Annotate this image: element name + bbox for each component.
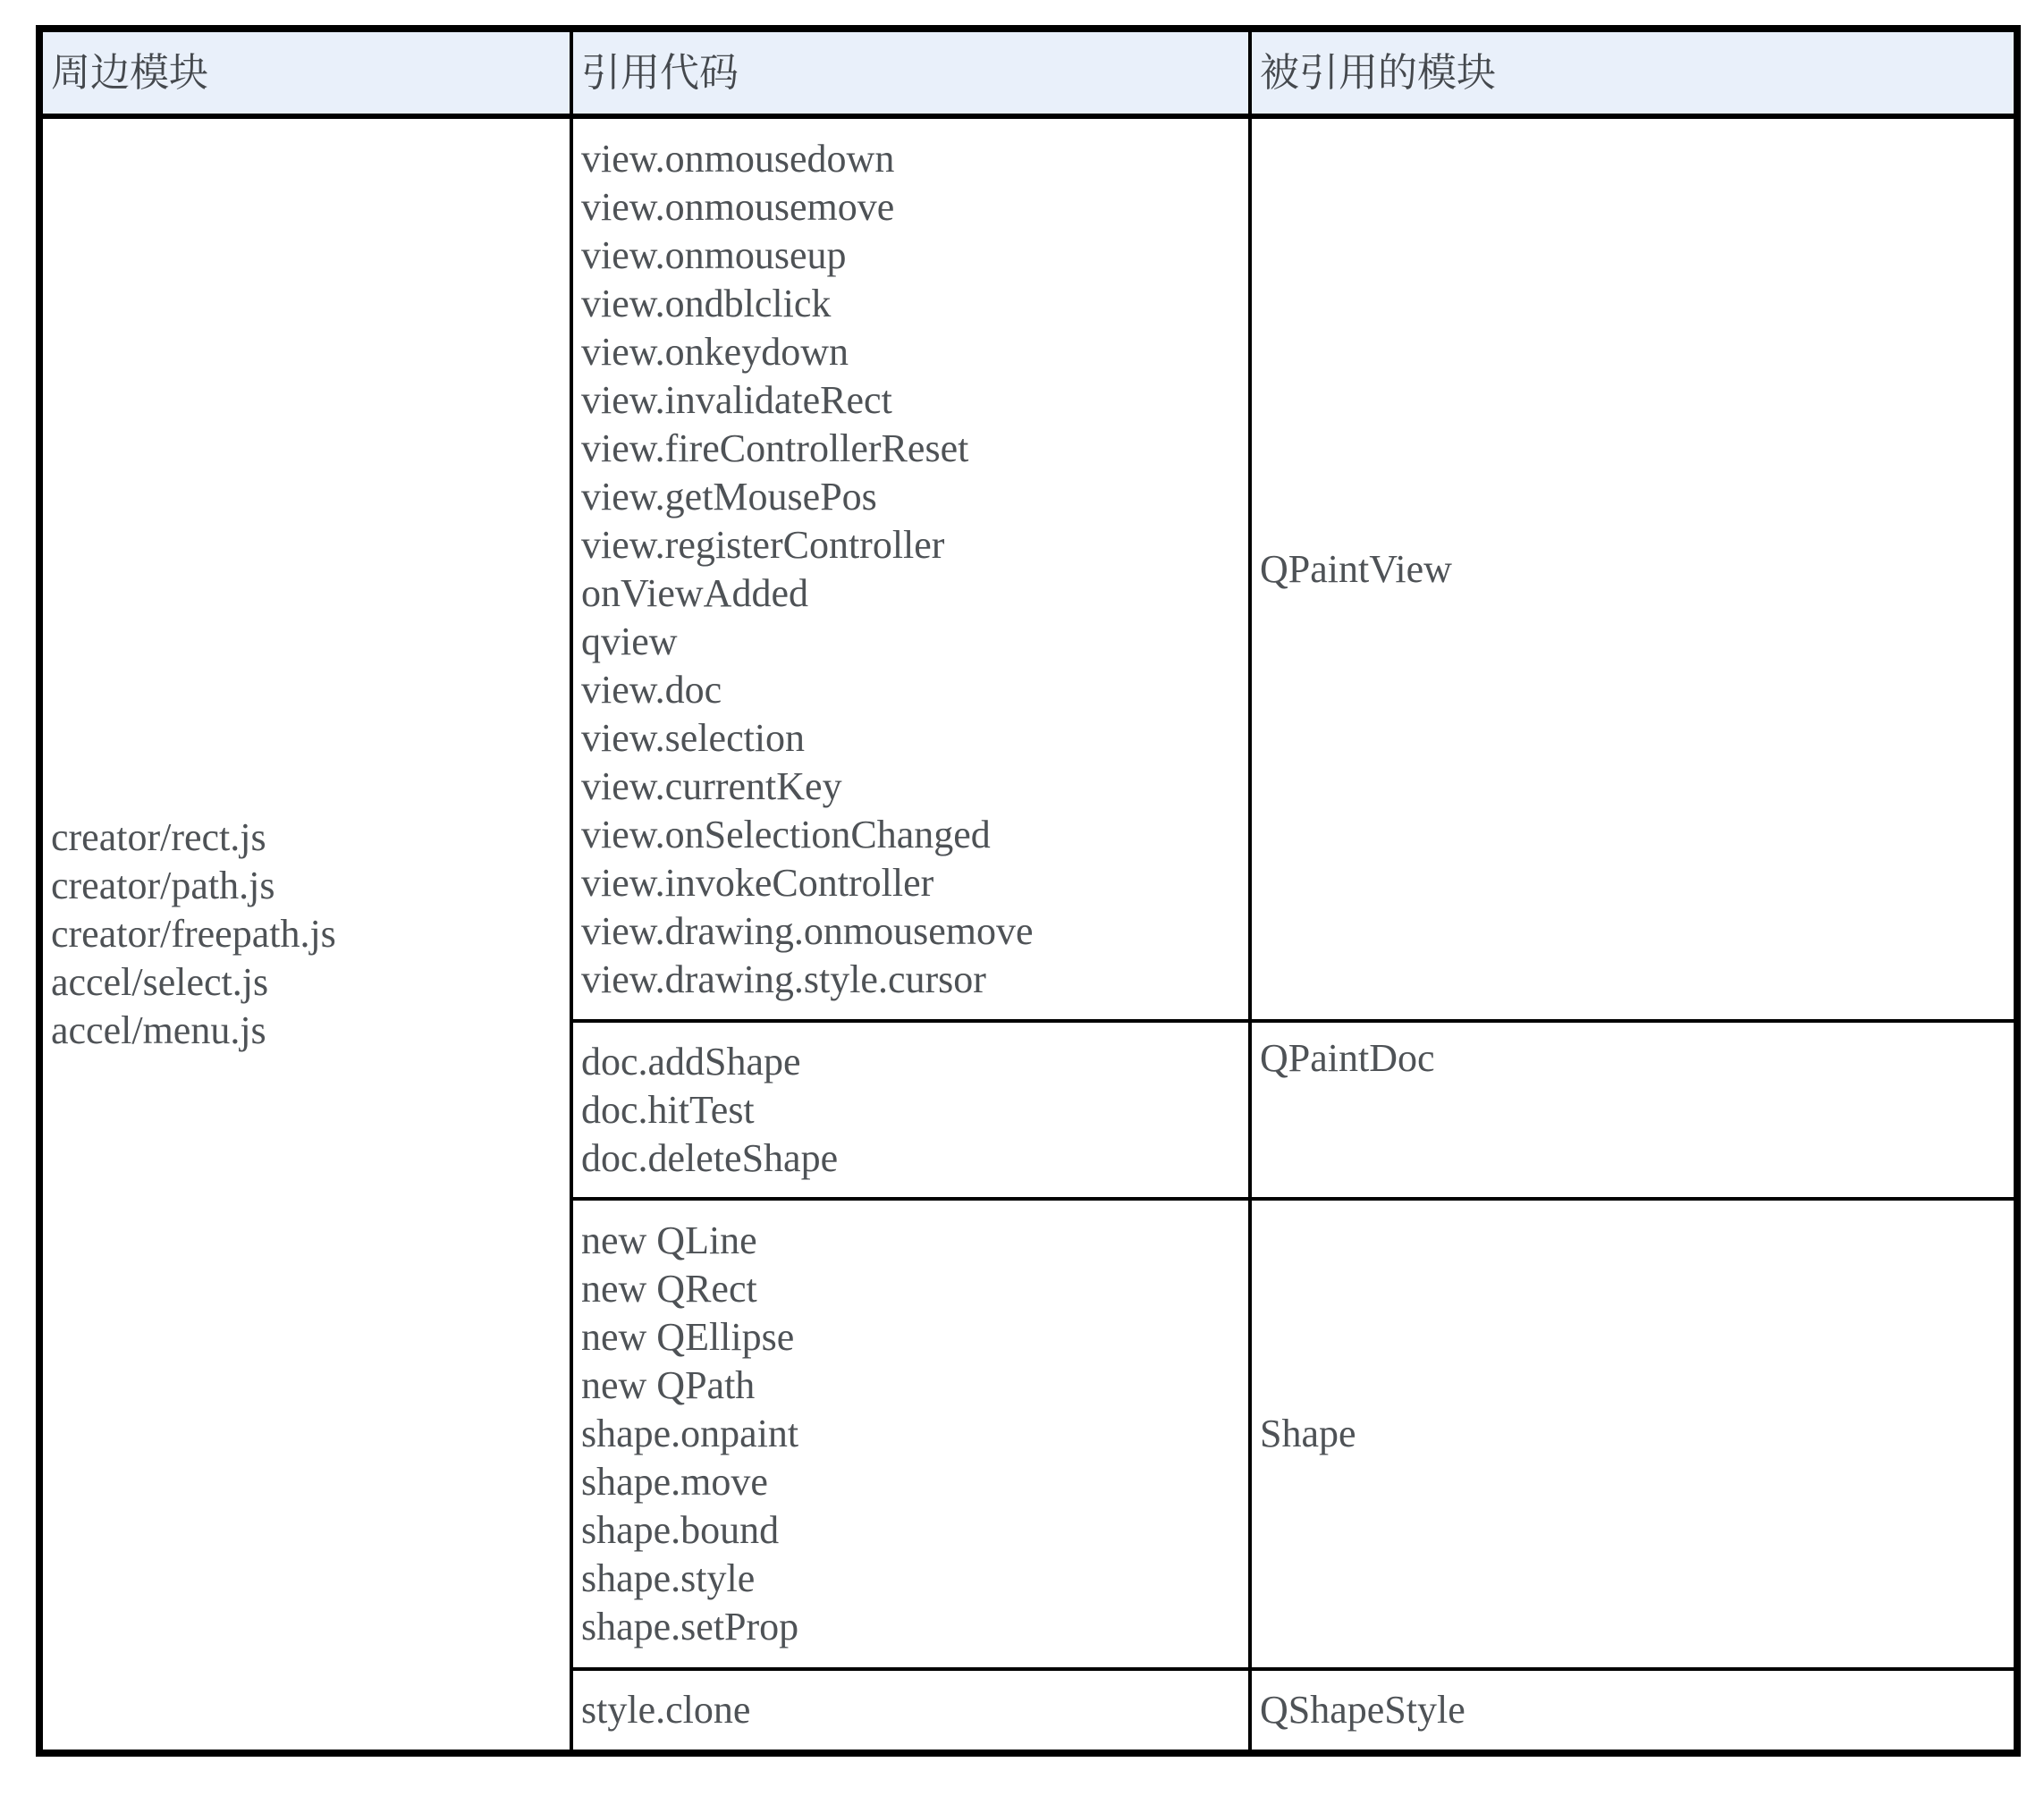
text-line: view.onmousedown (581, 136, 895, 181)
text-line: new QPath (581, 1363, 756, 1407)
text-line: view.onkeydown (581, 329, 849, 374)
text-line: doc.addShape (581, 1039, 801, 1084)
text-line: view.invokeController (581, 860, 934, 905)
text-line: view.registerController (581, 522, 945, 567)
text-line: view.fireControllerReset (581, 426, 969, 470)
text-line: view.selection (581, 715, 806, 760)
text-line: view.getMousePos (581, 474, 877, 519)
referenced-module-cell-qshapestyle: QShapeStyle (1250, 1669, 2017, 1753)
text-line: creator/rect.js (51, 815, 266, 859)
header-peripheral-modules: 周边模块 (39, 29, 571, 116)
module-reference-table (36, 25, 2021, 1757)
text-line: view.onSelectionChanged (581, 812, 991, 856)
text-line: doc.deleteShape (581, 1135, 839, 1180)
text-line: shape.style (581, 1556, 756, 1600)
text-line: shape.setProp (581, 1605, 799, 1648)
header-referenced-module: 被引用的模块 (1250, 29, 2017, 116)
text-line: accel/menu.js (51, 1008, 266, 1052)
text-line: creator/freepath.js (51, 912, 336, 956)
text-line: view.drawing.onmousemove (581, 908, 1034, 953)
referenced-module-cell-qpaintview: QPaintView (1250, 116, 2017, 1021)
text-line: view.onmousemove (581, 184, 895, 229)
reference-code-cell-qpaintview (571, 116, 1250, 1021)
text-line: creator/path.js (51, 864, 275, 907)
referenced-module-cell-qpaintdoc: QPaintDoc (1250, 1021, 2017, 1199)
text-line: shape.onpaint (581, 1412, 799, 1455)
text-line: view.ondblclick (581, 281, 832, 325)
text-line: new QLine (581, 1218, 757, 1262)
text-line: accel/select.js (51, 960, 269, 1004)
text-line: new QEllipse (581, 1315, 795, 1359)
text-line: view.currentKey (581, 763, 842, 808)
table-header-row (39, 29, 2017, 116)
text-line: view.drawing.style.cursor (581, 957, 986, 1001)
text-line: qview (581, 619, 678, 663)
reference-code-cell-qshapestyle (571, 1669, 1250, 1753)
referenced-module-cell-shape: Shape (1250, 1199, 2017, 1669)
reference-code-cell-qpaintdoc (571, 1021, 1250, 1199)
text-line: shape.bound (581, 1508, 780, 1552)
text-line: new QRect (581, 1267, 757, 1311)
reference-code-cell-shape (571, 1199, 1250, 1669)
text-line: onViewAdded (581, 570, 808, 615)
text-line: view.doc (581, 667, 722, 712)
text-line: style.clone (581, 1688, 751, 1732)
table-row (39, 116, 2017, 1021)
peripheral-modules-cell (39, 116, 571, 1753)
text-line: view.onmouseup (581, 232, 847, 277)
header-reference-code: 引用代码 (571, 29, 1250, 116)
text-line: view.invalidateRect (581, 377, 892, 422)
text-line: shape.move (581, 1460, 768, 1504)
text-line: doc.hitTest (581, 1087, 755, 1132)
